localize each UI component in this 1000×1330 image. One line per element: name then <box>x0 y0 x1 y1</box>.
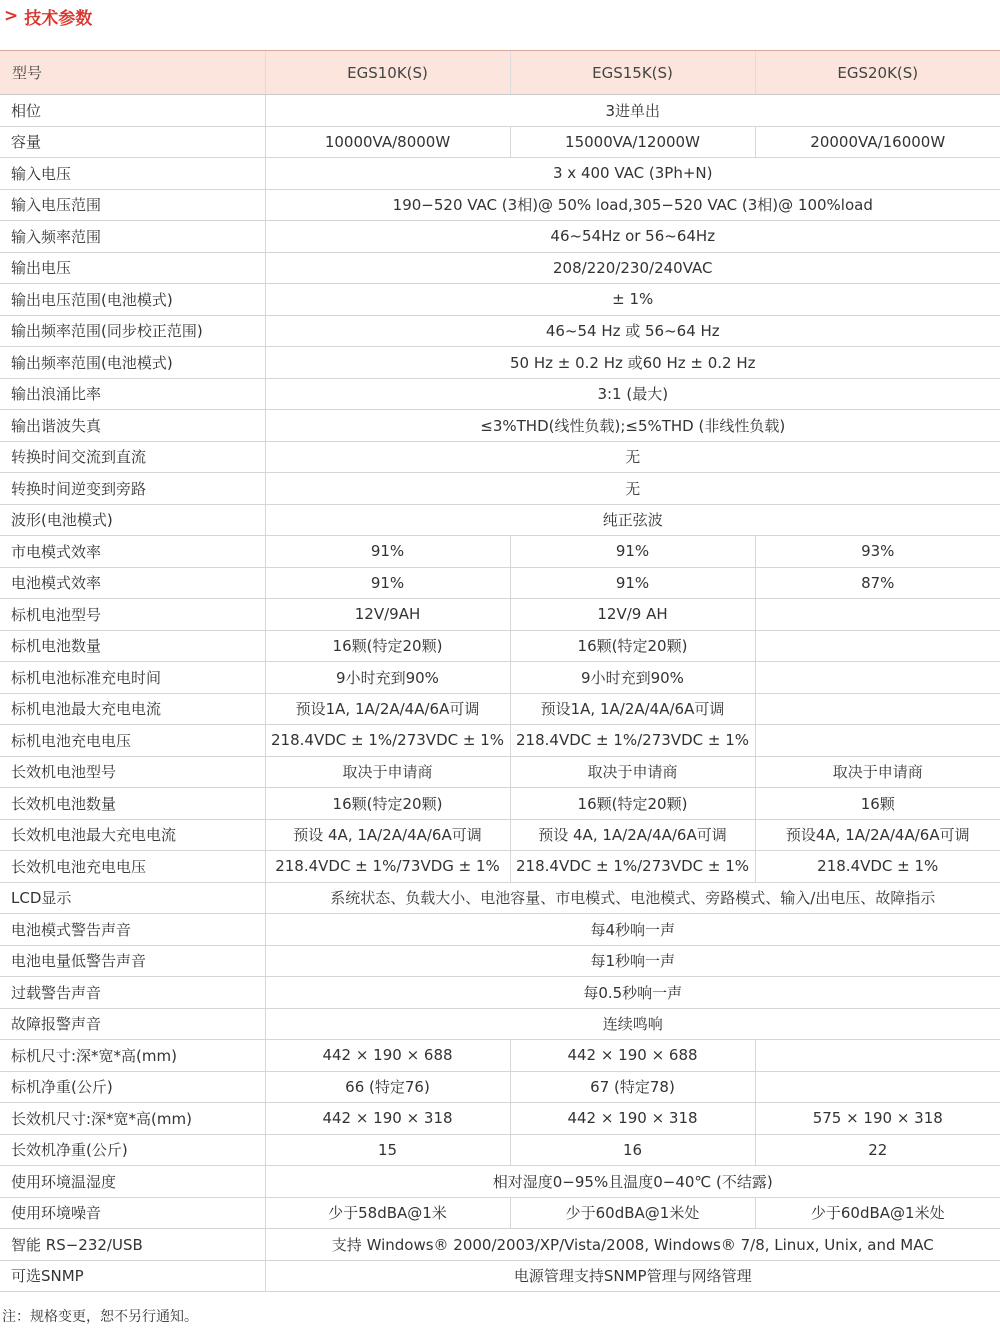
spec-value: 16颗 <box>755 788 1000 820</box>
spec-value: 3进单出 <box>265 95 1000 127</box>
spec-value: 46~54Hz or 56~64Hz <box>265 221 1000 253</box>
chevron-right-icon: > <box>4 6 19 26</box>
spec-value: 218.4VDC ± 1%/273VDC ± 1% <box>510 851 755 883</box>
spec-label: 相位 <box>0 95 265 127</box>
table-row <box>0 1008 1000 1040</box>
spec-value: 每4秒响一声 <box>265 914 1000 946</box>
spec-value: 218.4VDC ± 1%/273VDC ± 1% <box>510 725 755 757</box>
table-row <box>0 536 1000 568</box>
spec-value: 20000VA/16000W <box>755 126 1000 158</box>
spec-value <box>755 1071 1000 1103</box>
table-row <box>0 378 1000 410</box>
spec-label: 使用环境噪音 <box>0 1197 265 1229</box>
spec-label: 转换时间逆变到旁路 <box>0 473 265 505</box>
spec-value: 190−520 VAC (3相)@ 50% load,305−520 VAC (3相)@ 100%load <box>265 189 1000 221</box>
table-row <box>0 662 1000 694</box>
table-row <box>0 441 1000 473</box>
spec-value: 少于60dBA@1米处 <box>510 1197 755 1229</box>
spec-value <box>755 693 1000 725</box>
table-row <box>0 1229 1000 1261</box>
spec-value: 取决于申请商 <box>755 756 1000 788</box>
spec-label: 电池电量低警告声音 <box>0 945 265 977</box>
spec-label: 输入电压 <box>0 158 265 190</box>
spec-value: 91% <box>510 567 755 599</box>
spec-value: 相对湿度0−95%且温度0−40℃ (不结露) <box>265 1166 1000 1198</box>
spec-label: 输出电压范围(电池模式) <box>0 284 265 316</box>
table-row <box>0 819 1000 851</box>
spec-label: 转换时间交流到直流 <box>0 441 265 473</box>
table-row <box>0 189 1000 221</box>
spec-value <box>755 630 1000 662</box>
table-row <box>0 630 1000 662</box>
header-model-egs10k: EGS10K(S) <box>265 51 510 95</box>
spec-value: 91% <box>510 536 755 568</box>
spec-value: 预设 4A, 1A/2A/4A/6A可调 <box>510 819 755 851</box>
spec-value: 442 × 190 × 688 <box>265 1040 510 1072</box>
spec-value: 12V/9AH <box>265 599 510 631</box>
table-row <box>0 945 1000 977</box>
spec-value: 22 <box>755 1134 1000 1166</box>
spec-value: 46~54 Hz 或 56~64 Hz <box>265 315 1000 347</box>
table-row <box>0 1134 1000 1166</box>
spec-value: 91% <box>265 567 510 599</box>
table-row <box>0 221 1000 253</box>
spec-label: 使用环境温湿度 <box>0 1166 265 1198</box>
spec-value: 66 (特定76) <box>265 1071 510 1103</box>
spec-value: 9小时充到90% <box>265 662 510 694</box>
spec-value <box>755 725 1000 757</box>
header-model-label: 型号 <box>0 51 265 95</box>
spec-value: 16颗(特定20颗) <box>510 630 755 662</box>
spec-value: 12V/9 AH <box>510 599 755 631</box>
spec-label: 标机净重(公斤) <box>0 1071 265 1103</box>
spec-value: 208/220/230/240VAC <box>265 252 1000 284</box>
spec-value: 10000VA/8000W <box>265 126 510 158</box>
spec-label: 容量 <box>0 126 265 158</box>
spec-value: 连续鸣响 <box>265 1008 1000 1040</box>
spec-label: 标机电池充电电压 <box>0 725 265 757</box>
spec-value: 支持 Windows® 2000/2003/XP/Vista/2008, Windows® 7/8, Linux, Unix, and MAC <box>265 1229 1000 1261</box>
spec-label: 输入频率范围 <box>0 221 265 253</box>
table-row <box>0 284 1000 316</box>
spec-value: 50 Hz ± 0.2 Hz 或60 Hz ± 0.2 Hz <box>265 347 1000 379</box>
header-model-egs20k: EGS20K(S) <box>755 51 1000 95</box>
table-row <box>0 567 1000 599</box>
spec-value: 取决于申请商 <box>510 756 755 788</box>
spec-value: 16颗(特定20颗) <box>265 630 510 662</box>
table-row <box>0 473 1000 505</box>
table-row <box>0 1197 1000 1229</box>
spec-label: 输出频率范围(电池模式) <box>0 347 265 379</box>
spec-value: 442 × 190 × 688 <box>510 1040 755 1072</box>
table-row <box>0 315 1000 347</box>
spec-value: 218.4VDC ± 1% <box>755 851 1000 883</box>
table-row <box>0 788 1000 820</box>
spec-value: 15 <box>265 1134 510 1166</box>
spec-value: 3:1 (最大) <box>265 378 1000 410</box>
spec-value: 少于60dBA@1米处 <box>755 1197 1000 1229</box>
spec-label: 电池模式警告声音 <box>0 914 265 946</box>
spec-value: 每1秒响一声 <box>265 945 1000 977</box>
spec-value: 取决于申请商 <box>265 756 510 788</box>
spec-label: 波形(电池模式) <box>0 504 265 536</box>
spec-label: 长效机尺寸:深*宽*高(mm) <box>0 1103 265 1135</box>
table-row <box>0 1103 1000 1135</box>
spec-label: 标机电池型号 <box>0 599 265 631</box>
table-row <box>0 158 1000 190</box>
table-row <box>0 410 1000 442</box>
table-row <box>0 693 1000 725</box>
spec-value: 少于58dBA@1米 <box>265 1197 510 1229</box>
spec-value: 91% <box>265 536 510 568</box>
spec-label: 标机电池数量 <box>0 630 265 662</box>
spec-label: 长效机电池型号 <box>0 756 265 788</box>
table-row <box>0 599 1000 631</box>
spec-value: 218.4VDC ± 1%/273VDC ± 1% <box>265 725 510 757</box>
spec-value <box>755 662 1000 694</box>
spec-value: 9小时充到90% <box>510 662 755 694</box>
table-row <box>0 725 1000 757</box>
table-row <box>0 126 1000 158</box>
spec-value: 16 <box>510 1134 755 1166</box>
spec-label: 长效机电池最大充电电流 <box>0 819 265 851</box>
spec-value: 218.4VDC ± 1%/73VDG ± 1% <box>265 851 510 883</box>
table-row <box>0 95 1000 127</box>
spec-value: 16颗(特定20颗) <box>510 788 755 820</box>
spec-label: 输出频率范围(同步校正范围) <box>0 315 265 347</box>
spec-table-body <box>0 95 1000 1292</box>
table-row <box>0 1166 1000 1198</box>
spec-value: 预设 4A, 1A/2A/4A/6A可调 <box>265 819 510 851</box>
spec-label: 标机电池最大充电电流 <box>0 693 265 725</box>
spec-value: 87% <box>755 567 1000 599</box>
spec-value: 每0.5秒响一声 <box>265 977 1000 1009</box>
spec-table <box>0 50 1000 1292</box>
spec-value: 预设1A, 1A/2A/4A/6A可调 <box>265 693 510 725</box>
spec-label: 长效机电池充电电压 <box>0 851 265 883</box>
spec-label: 可选SNMP <box>0 1260 265 1292</box>
spec-label: 市电模式效率 <box>0 536 265 568</box>
spec-value: 预设1A, 1A/2A/4A/6A可调 <box>510 693 755 725</box>
spec-label: LCD显示 <box>0 882 265 914</box>
spec-value <box>755 1040 1000 1072</box>
spec-value: 无 <box>265 473 1000 505</box>
spec-label: 故障报警声音 <box>0 1008 265 1040</box>
spec-value: ± 1% <box>265 284 1000 316</box>
table-row <box>0 347 1000 379</box>
spec-label: 长效机净重(公斤) <box>0 1134 265 1166</box>
spec-label: 智能 RS−232/USB <box>0 1229 265 1261</box>
spec-value: 93% <box>755 536 1000 568</box>
spec-value: 纯正弦波 <box>265 504 1000 536</box>
spec-value <box>755 599 1000 631</box>
spec-label: 标机尺寸:深*宽*高(mm) <box>0 1040 265 1072</box>
table-row <box>0 914 1000 946</box>
table-row <box>0 977 1000 1009</box>
spec-label: 电池模式效率 <box>0 567 265 599</box>
section-title-text: 技术参数 <box>24 8 93 29</box>
spec-label: 过载警告声音 <box>0 977 265 1009</box>
spec-label: 输出电压 <box>0 252 265 284</box>
spec-value: 15000VA/12000W <box>510 126 755 158</box>
spec-label: 输出浪涌比率 <box>0 378 265 410</box>
table-row <box>0 252 1000 284</box>
spec-value: 预设4A, 1A/2A/4A/6A可调 <box>755 819 1000 851</box>
table-row <box>0 851 1000 883</box>
spec-value: ≤3%THD(线性负载);≤5%THD (非线性负载) <box>265 410 1000 442</box>
spec-label: 输入电压范围 <box>0 189 265 221</box>
header-model-egs15k: EGS15K(S) <box>510 51 755 95</box>
spec-value: 442 × 190 × 318 <box>510 1103 755 1135</box>
spec-value: 67 (特定78) <box>510 1071 755 1103</box>
spec-label: 长效机电池数量 <box>0 788 265 820</box>
spec-value: 电源管理支持SNMP管理与网络管理 <box>265 1260 1000 1292</box>
table-header-row <box>0 51 1000 95</box>
spec-value: 无 <box>265 441 1000 473</box>
table-row <box>0 1040 1000 1072</box>
table-row <box>0 756 1000 788</box>
spec-value: 442 × 190 × 318 <box>265 1103 510 1135</box>
table-row <box>0 882 1000 914</box>
spec-value: 16颗(特定20颗) <box>265 788 510 820</box>
table-row <box>0 504 1000 536</box>
spec-value: 575 × 190 × 318 <box>755 1103 1000 1135</box>
spec-label: 输出谐波失真 <box>0 410 265 442</box>
spec-label: 标机电池标准充电时间 <box>0 662 265 694</box>
footnote: 注：规格变更，恕不另行通知。 <box>2 1309 198 1325</box>
spec-value: 系统状态、负载大小、电池容量、市电模式、电池模式、旁路模式、输入/出电压、故障指示 <box>265 882 1000 914</box>
table-row <box>0 1260 1000 1292</box>
spec-value: 3 x 400 VAC (3Ph+N) <box>265 158 1000 190</box>
section-title <box>4 3 92 29</box>
table-row <box>0 1071 1000 1103</box>
